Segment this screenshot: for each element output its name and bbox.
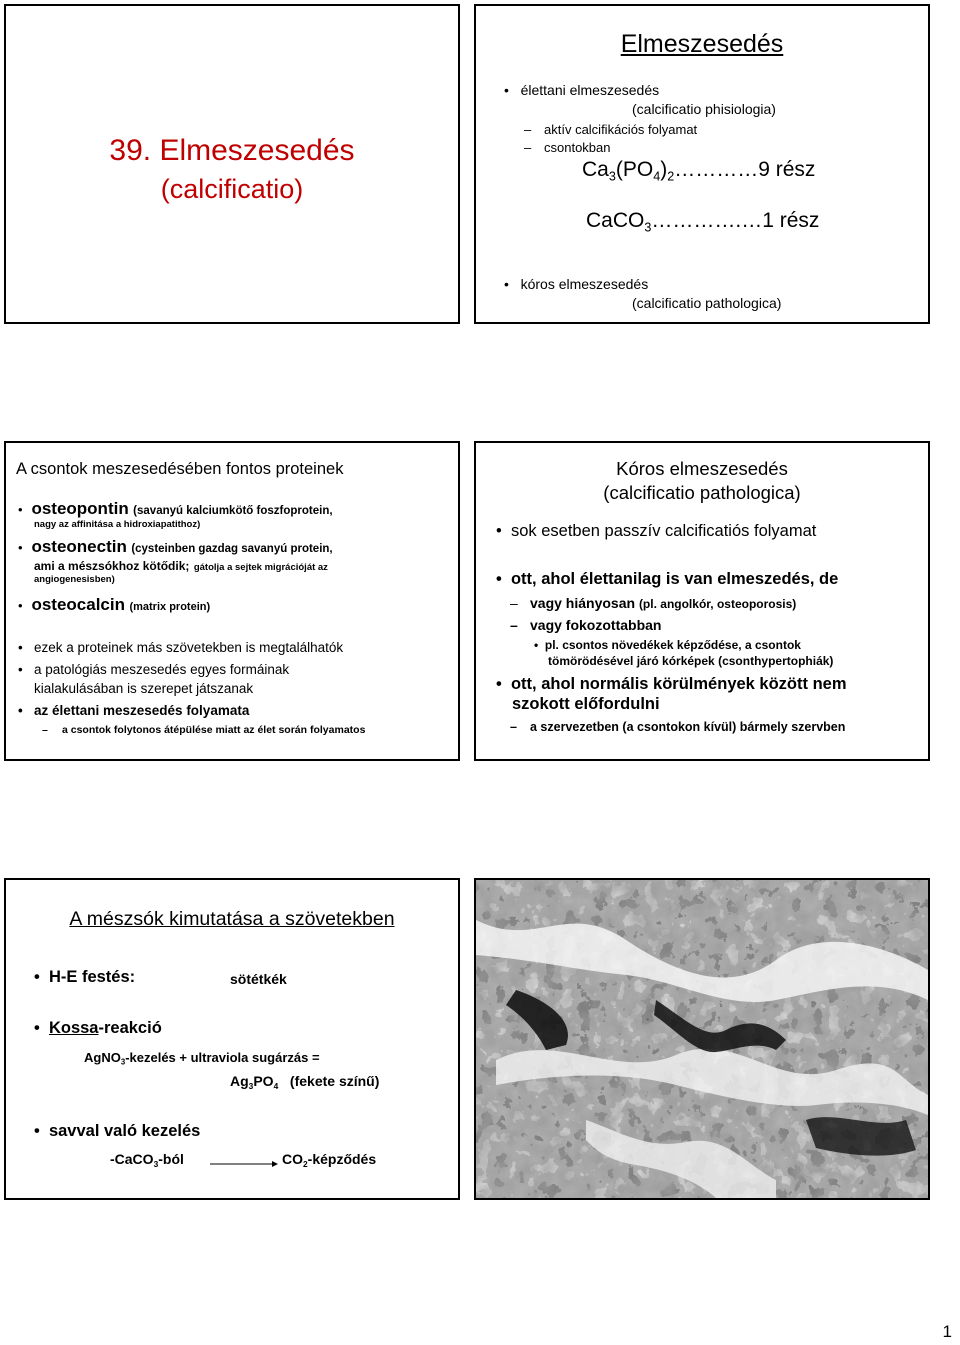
slide5-he-value: sötétkék bbox=[230, 971, 287, 987]
slide4-subtitle: (calcificatio pathologica) bbox=[603, 482, 801, 503]
slide3-bullet-6: • az élettani meszesedés folyamata bbox=[18, 703, 250, 718]
slide4-bullet-1: • sok esetben passzív calcificatiós folyamat bbox=[496, 522, 817, 540]
slide5-acid: • savval való kezelés bbox=[34, 1122, 201, 1140]
slide4-sub-1-cont: tömörödésével járó kórképek (csonthypertophiák) bbox=[548, 654, 834, 668]
slide2-dash-2-text: csontokban bbox=[544, 140, 611, 155]
slide3-protein-1-desc: nagy az affinitása a hidroxiapatithoz) bbox=[34, 519, 201, 530]
slide5-ag3po4: $Ag_3PO_4$ (fekete színű) bbox=[230, 1073, 380, 1091]
slide4-bullet-3-cont: szokott előfordulni bbox=[512, 695, 660, 713]
slide-pathologic bbox=[474, 441, 930, 761]
slide2-dash-2: – csontokban bbox=[524, 140, 611, 155]
slide2-formula-2: CaCO$_3$………….…1 rész bbox=[586, 209, 820, 235]
slide5-title: A mészsók kimutatása a szövetekben bbox=[69, 908, 395, 930]
slide4-sub-1: • pl. csontos növedékek képződése, a csontok bbox=[534, 638, 801, 652]
slide5-kossa: • Kossa-reakció bbox=[34, 1019, 162, 1037]
slide2-bullet-1: • élettani elmeszesedés bbox=[504, 82, 660, 98]
slide-proteins bbox=[4, 441, 460, 761]
slide2-title: Elmeszesedés bbox=[620, 30, 784, 58]
slide5-co2: $CO_2$-képződés bbox=[282, 1151, 377, 1169]
slide3-dash-6: – a csontok folytonos átépülése miatt az élet során folyamatos bbox=[42, 724, 366, 736]
slide2-dash-1-text: aktív calcifikációs folyamat bbox=[544, 122, 698, 137]
slide3-protein-3: • osteocalcin (matrix protein) bbox=[18, 595, 211, 614]
slide2-bullet-2-sub: (calcificatio pathologica) bbox=[632, 295, 782, 311]
slide-title-subtitle: (calcificatio) bbox=[160, 174, 304, 204]
arrow-right-icon bbox=[210, 1159, 280, 1169]
slide3-protein-2-desc-2: angiogenesisben) bbox=[34, 574, 115, 585]
slide5-caco3: -CaCO$_3$-ból bbox=[110, 1151, 184, 1169]
slide3-bullet-5: • a patológiás meszesedés egyes formáinak bbox=[18, 662, 290, 677]
slide5-agno3: AgNO$_3$-kezelés + ultraviola sugárzás = bbox=[84, 1050, 320, 1067]
slide4-title: Kóros elmeszesedés bbox=[616, 458, 788, 479]
slide-detection bbox=[4, 878, 460, 1200]
slide-title bbox=[4, 4, 460, 324]
slide3-bullet-5-cont: kialakulásában is szerepet játszanak bbox=[34, 681, 254, 696]
slide-title-heading: 39. Elmeszesedés bbox=[109, 134, 355, 167]
histology-micrograph bbox=[474, 878, 930, 1200]
slide4-bullet-2: • ott, ahol élettanilag is van elmeszedés, de bbox=[496, 570, 839, 588]
slide2-bullet-1-text: élettani elmeszesedés bbox=[520, 82, 660, 98]
slide3-protein-2-desc: ami a mészsókhoz kötődik; gátolja a sejtek migrációját az bbox=[34, 559, 328, 573]
osteocalcin-label: osteocalcin bbox=[31, 595, 125, 614]
slide2-bullet-1-sub: (calcificatio phisiologia) bbox=[632, 101, 776, 117]
slide5-he-label: • H-E festés: bbox=[34, 968, 136, 986]
slide3-bullet-4: • ezek a proteinek más szövetekben is megtalálhatók bbox=[18, 640, 344, 655]
slide2-bullet-2-text: kóros elmeszesedés bbox=[520, 276, 649, 292]
slide4-dash-1: – vagy hiányosan (pl. angolkór, osteoporosis) bbox=[510, 595, 797, 611]
slide3-protein-2: • osteonectin (cysteinben gazdag savanyú protein, bbox=[18, 537, 333, 556]
slide2-bullet-2: • kóros elmeszesedés bbox=[504, 276, 649, 292]
osteonectin-label: osteonectin bbox=[31, 537, 127, 556]
page-number: 1 bbox=[942, 1322, 952, 1341]
osteopontin-label: osteopontin bbox=[31, 499, 129, 518]
slide2-dash-1: – aktív calcifikációs folyamat bbox=[524, 122, 698, 137]
slide4-bullet-3: • ott, ahol normális körülmények között nem bbox=[496, 675, 847, 693]
slide-elmeszesedes bbox=[474, 4, 930, 324]
slide3-title: A csontok meszesedésében fontos proteinek bbox=[16, 460, 344, 478]
micrograph-image bbox=[476, 880, 928, 1198]
slide3-protein-1: • osteopontin (savanyú kalciumkötő foszfoprotein, bbox=[18, 499, 333, 518]
slide4-dash-3: – a szervezetben (a csontokon kívül) bármely szervben bbox=[510, 720, 846, 734]
slide2-formula-1: $Ca_3(PO_4)_2\dots\dots\dots\dots 9$ rész bbox=[582, 158, 816, 184]
slide4-dash-2: – vagy fokozottabban bbox=[510, 617, 662, 633]
